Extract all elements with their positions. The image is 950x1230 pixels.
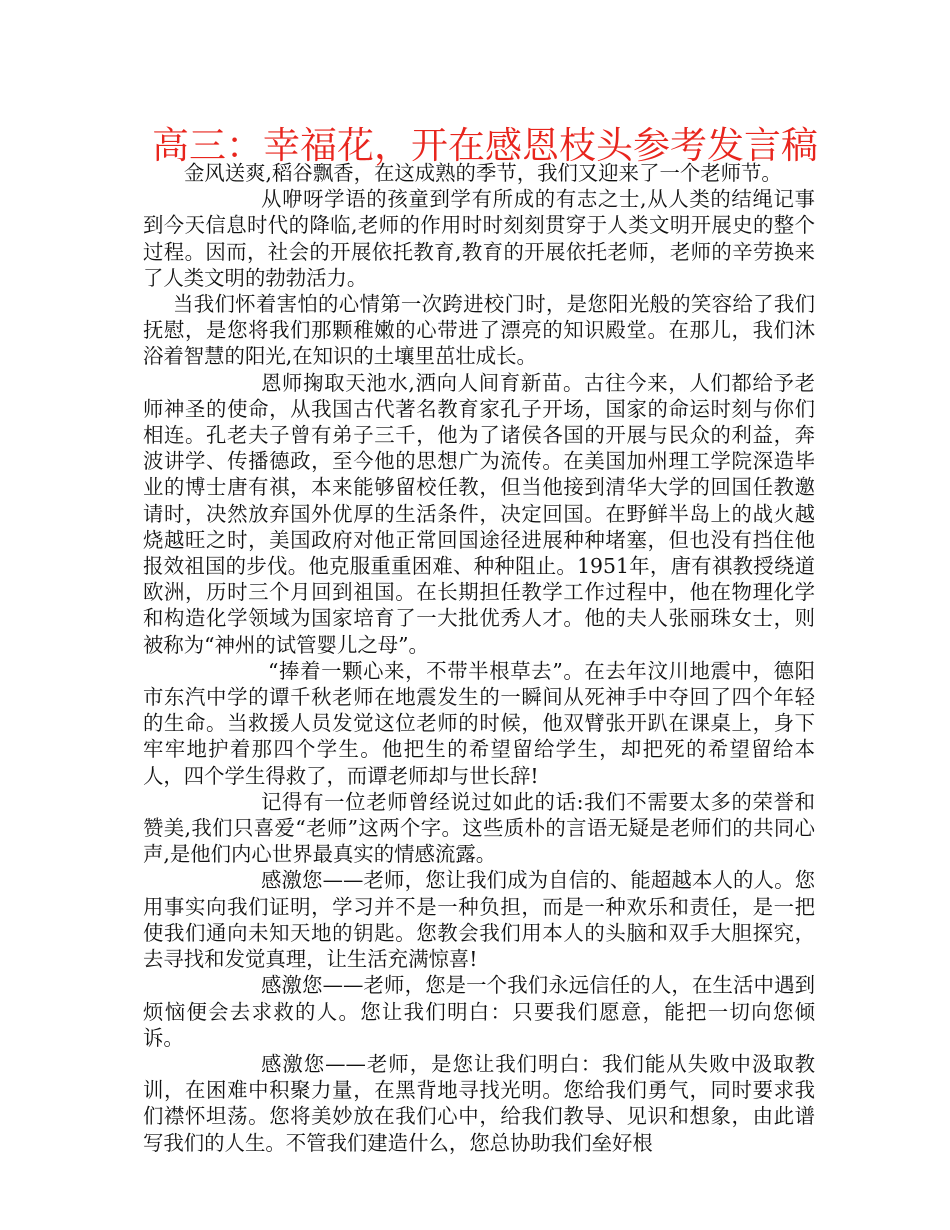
paragraph-7: 感激您——老师，您让我们成为自信的、能超越本人的人。您用事实向我们证明，学习并不是一种负担，而是一种欢乐和责任，是一把使我们通向未知天地的钥匙。您教会我们用本人的头脑和双手大胆探究，去寻找和发觉真理，让生活充满惊喜! xyxy=(143,868,815,972)
paragraph-3: 当我们怀着害怕的心情第一次跨进校门时，是您阳光般的笑容给了我们抚慰，是您将我们那颗稚嫩的心带进了漂亮的知识殿堂。在那儿，我们沐浴着智慧的阳光,在知识的土壤里茁壮成长。 xyxy=(143,292,815,369)
paragraph-2: 从咿呀学语的孩童到学有所成的有志之士,从人类的结绳记事到今天信息时代的降临,老师的作用时时刻刻贯穿于人类文明开展史的整个过程。因而，社会的开展依托教育,教育的开展依托老师，老师的辛劳换来了人类文明的勃勃活力。 xyxy=(143,187,815,290)
paragraph-9: 感激您——老师，是您让我们明白：我们能从失败中汲取教训，在困难中积聚力量，在黑背地寻找光明。您给我们勇气，同时要求我们襟怀坦荡。您将美妙放在我们心中，给我们教导、见识和想象，由此谱写我们的人生。不管我们建造什么，您总协助我们垒好根 xyxy=(143,1051,815,1155)
document-title: 高三：幸福花，开在感恩枝头参考发言稿 xyxy=(152,124,818,167)
paragraph-4: 恩师掬取天池水,洒向人间育新苗。古往今来，人们都给予老师神圣的使命，从我国古代著名教育家孔子开场，国家的命运时刻与你们相连。孔老夫子曾有弟子三千，他为了诸侯各国的开展与民众的利益，奔波讲学、传播德政，至今他的思想广为流传。在美国加州理工学院深造毕业的博士唐有祺，本来能够留校任教，但当他接到清华大学的回国任教邀请时，决然放弃国外优厚的生活条件，决定回国。在野鲜半岛上的战火越烧越旺之时，美国政府对他正常回国途径进展种种堵塞，但也没有挡住他报效祖国的步伐。他克服重重困难、种种阻止。1951年，唐有祺教授绕道欧洲，历时三个月回到祖国。在长期担任教学工作过程中，他在物理化学和构造化学领域为国家培育了一大批优秀人才。他的夫人张丽珠女士，则被称为“神州的试管婴儿之母”。 xyxy=(143,370,815,657)
document-body xyxy=(143,160,815,1156)
paragraph-6: 记得有一位老师曾经说过如此的话:我们不需要太多的荣誉和赞美,我们只喜爱“老师”这两个字。这些质朴的言语无疑是老师们的共同心声,是他们内心世界最真实的情感流露。 xyxy=(143,789,815,867)
paragraph-1: 金风送爽,稻谷飘香，在这成熟的季节，我们又迎来了一个老师节。 xyxy=(184,161,782,185)
paragraph-8: 感激您——老师，您是一个我们永远信任的人，在生活中遇到烦恼便会去求救的人。您让我们明白：只要我们愿意，能把一切向您倾诉。 xyxy=(143,973,815,1050)
paragraph-5: “捧着一颗心来，不带半根草去”。在去年汶川地震中，德阳市东汽中学的谭千秋老师在地震发生的一瞬间从死神手中夺回了四个年轻的生命。当救援人员发觉这位老师的时候，他双臂张开趴在课桌上，身下牢牢地护着那四个学生。他把生的希望留给学生，却把死的希望留给本人，四个学生得救了，而谭老师却与世长辞! xyxy=(143,658,815,788)
